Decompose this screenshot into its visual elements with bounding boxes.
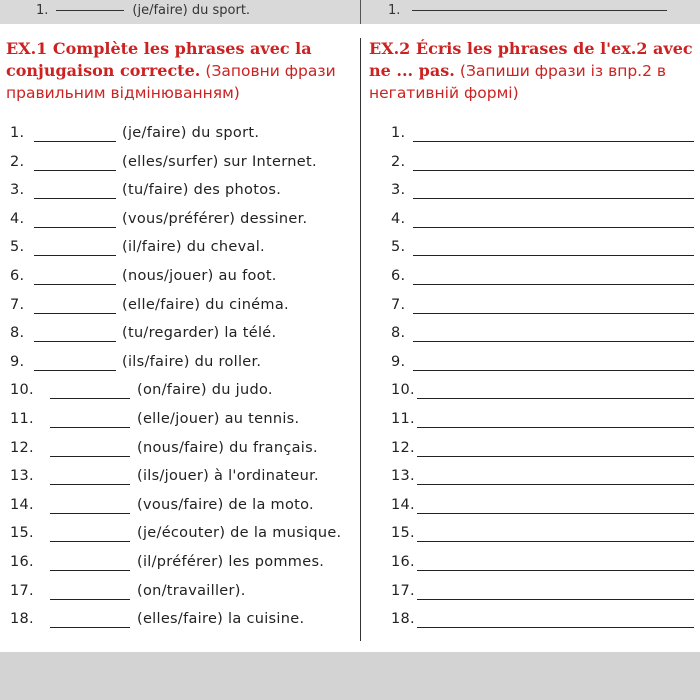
item-number: 9. (10, 353, 25, 370)
exercise-2-translation: (Запиши фрази із впр.2 в негативній формі) (369, 62, 667, 102)
item-number: 10. (391, 382, 415, 399)
list-item (391, 268, 694, 294)
answer-blank[interactable] (50, 398, 130, 399)
item-number: 4. (391, 210, 406, 227)
item-number: 4. (10, 210, 25, 227)
list-item (391, 354, 694, 380)
item-number: 10. (10, 382, 34, 399)
item-number: 16. (391, 554, 415, 570)
item-number: 6. (10, 268, 25, 284)
answer-blank[interactable] (417, 427, 694, 428)
answer-blank (412, 10, 667, 11)
answer-blank[interactable] (50, 541, 130, 542)
list-item (10, 125, 358, 151)
answer-blank[interactable] (34, 227, 116, 228)
item-prompt: (tu/faire) des photos. (122, 182, 282, 199)
list-item (10, 611, 358, 637)
answer-blank[interactable] (417, 513, 694, 514)
list-item (10, 182, 358, 208)
exercise-1-heading (6, 38, 358, 104)
item-prompt: (ils/jouer) à l'ordinateur. (137, 468, 319, 485)
answer-blank[interactable] (50, 513, 130, 514)
strip-divider (360, 0, 361, 24)
list-item (391, 554, 694, 580)
item-prompt: (il/faire) du cheval. (122, 239, 265, 256)
list-item (391, 611, 694, 637)
exercise-1-translation: (Заповни фрази правильним відмінюванням) (6, 62, 336, 102)
list-item (10, 382, 358, 408)
worksheet (0, 24, 700, 652)
item-number: 5. (10, 239, 25, 256)
list-item (391, 154, 694, 180)
exercise-1-title: EX.1 Complète les phrases avec la conjugaison correcte. (6, 39, 312, 80)
item-number: 1. (10, 125, 25, 141)
list-item (391, 297, 694, 323)
item-number: 12. (10, 439, 34, 456)
item-number: 7. (10, 296, 25, 313)
item-number: 2. (391, 153, 406, 170)
exercise-2-heading (369, 38, 697, 104)
list-item (10, 440, 358, 466)
column-divider (360, 38, 361, 641)
answer-blank[interactable] (34, 284, 116, 285)
item-number: 6. (391, 268, 406, 284)
answer-blank[interactable] (413, 170, 694, 171)
list-item (10, 268, 358, 294)
item-prompt: (tu/regarder) la télé. (122, 325, 277, 342)
item-number: 11. (10, 411, 34, 427)
answer-blank[interactable] (413, 255, 694, 256)
item-number: 5. (391, 239, 406, 256)
answer-blank[interactable] (50, 456, 130, 457)
strip-right-item (388, 3, 675, 18)
item-number: 17. (391, 582, 415, 599)
answer-blank[interactable] (34, 198, 116, 199)
item-prompt: (nous/faire) du français. (137, 439, 318, 456)
list-item (10, 525, 358, 551)
list-item (10, 554, 358, 580)
answer-blank[interactable] (50, 627, 130, 628)
item-prompt: (ils/faire) du roller. (122, 353, 262, 370)
answer-blank[interactable] (34, 170, 116, 171)
list-item (391, 497, 694, 523)
list-item (391, 211, 694, 237)
answer-blank (56, 10, 124, 11)
item-prompt: (nous/jouer) au foot. (122, 268, 277, 284)
answer-blank[interactable] (417, 570, 694, 571)
item-prompt: (il/préférer) les pommes. (137, 554, 325, 570)
list-item (10, 411, 358, 437)
item-number: 17. (10, 582, 34, 599)
list-item (391, 382, 694, 408)
item-prompt: (elles/surfer) sur Internet. (122, 153, 317, 170)
item-number: 8. (391, 325, 406, 342)
answer-blank[interactable] (50, 599, 130, 600)
list-item (391, 125, 694, 151)
list-item (391, 525, 694, 551)
item-prompt: (vous/préférer) dessiner. (122, 210, 308, 227)
answer-blank[interactable] (413, 341, 694, 342)
item-number: 3. (10, 182, 25, 199)
list-item (10, 325, 358, 351)
strip-left-number: 1. (36, 3, 49, 18)
strip-left-text: (je/faire) du sport. (132, 3, 251, 18)
list-item (391, 325, 694, 351)
item-prompt: (elles/faire) la cuisine. (137, 611, 305, 628)
item-prompt: (je/faire) du sport. (122, 125, 260, 141)
answer-blank[interactable] (413, 141, 694, 142)
answer-blank[interactable] (34, 255, 116, 256)
item-number: 11. (391, 411, 415, 427)
answer-blank[interactable] (34, 341, 116, 342)
exercise-2-title: EX.2 Écris les phrases de l'ex.2 avec ne ... pas. (369, 39, 693, 80)
previous-page-strip (0, 0, 700, 24)
list-item (10, 583, 358, 609)
item-prompt: (elle/jouer) au tennis. (137, 411, 300, 427)
item-number: 16. (10, 554, 34, 570)
list-item (10, 239, 358, 265)
answer-blank[interactable] (417, 484, 694, 485)
list-item (391, 440, 694, 466)
item-number: 18. (391, 611, 415, 628)
item-number: 18. (10, 611, 34, 628)
answer-blank[interactable] (413, 227, 694, 228)
answer-blank[interactable] (34, 370, 116, 371)
list-item (391, 182, 694, 208)
list-item (10, 468, 358, 494)
answer-blank[interactable] (417, 398, 694, 399)
list-item (391, 239, 694, 265)
item-number: 14. (391, 496, 415, 513)
item-number: 2. (10, 153, 25, 170)
item-number: 14. (10, 496, 34, 513)
item-prompt: (on/faire) du judo. (137, 382, 273, 399)
item-number: 15. (10, 525, 34, 542)
list-item (391, 411, 694, 437)
list-item (391, 583, 694, 609)
list-item (10, 154, 358, 180)
item-number: 7. (391, 296, 406, 313)
list-item (10, 297, 358, 323)
answer-blank[interactable] (413, 313, 694, 314)
answer-blank[interactable] (417, 599, 694, 600)
list-item (10, 354, 358, 380)
strip-right-number: 1. (388, 3, 401, 18)
item-number: 9. (391, 353, 406, 370)
list-item (10, 211, 358, 237)
answer-blank[interactable] (413, 284, 694, 285)
answer-blank[interactable] (50, 484, 130, 485)
item-number: 13. (10, 468, 34, 485)
answer-blank[interactable] (417, 456, 694, 457)
answer-blank[interactable] (413, 198, 694, 199)
answer-blank[interactable] (417, 627, 694, 628)
answer-blank[interactable] (34, 313, 116, 314)
item-prompt: (elle/faire) du cinéma. (122, 296, 289, 313)
strip-left-item (36, 3, 250, 18)
item-prompt: (on/travailler). (137, 582, 246, 599)
item-number: 1. (391, 125, 406, 141)
answer-blank[interactable] (50, 570, 130, 571)
item-prompt: (je/écouter) de la musique. (137, 525, 342, 542)
list-item (391, 468, 694, 494)
item-number: 12. (391, 439, 415, 456)
item-number: 13. (391, 468, 415, 485)
item-prompt: (vous/faire) de la moto. (137, 496, 314, 513)
answer-blank[interactable] (417, 541, 694, 542)
list-item (10, 497, 358, 523)
item-number: 8. (10, 325, 25, 342)
answer-blank[interactable] (34, 141, 116, 142)
item-number: 3. (391, 182, 406, 199)
answer-blank[interactable] (50, 427, 130, 428)
answer-blank[interactable] (413, 370, 694, 371)
item-number: 15. (391, 525, 415, 542)
